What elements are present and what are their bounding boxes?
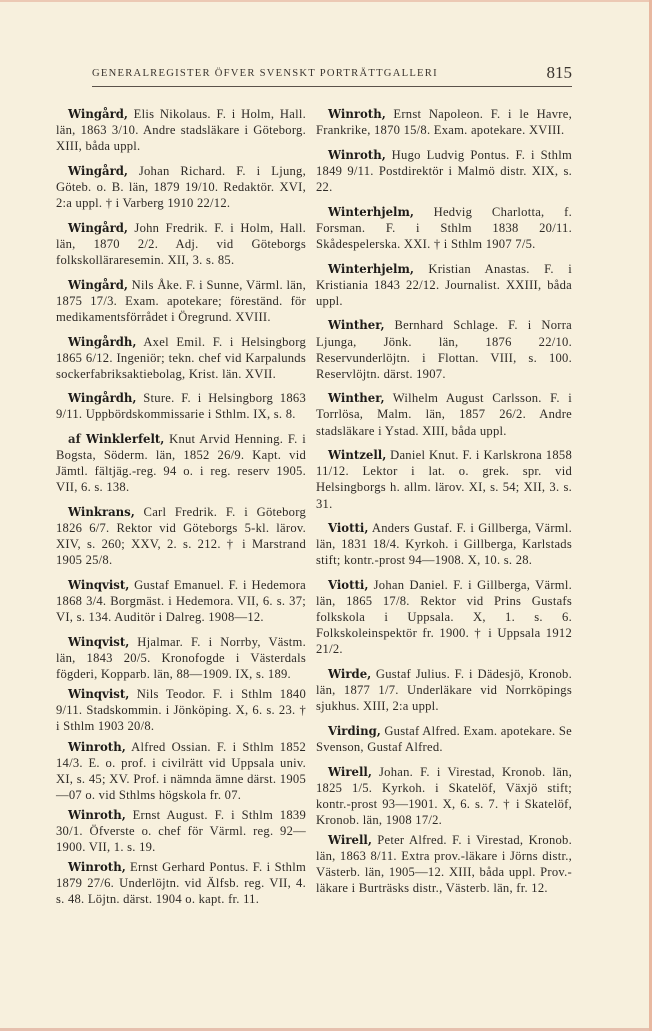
entry-text: Hjalmar. F. i Norrby, Västm. län, 1843 20/5. Kronofogde i Västerdals fögderi, Kopparb. län, 88—1909. IX, s. 189.: [56, 634, 306, 682]
entry-text: John Fredrik. F. i Holm, Hall. län, 1870 2/2. Adj. vid Göteborgs folkskolläraresemin. XII, 3. s. 85.: [56, 220, 306, 267]
entry-text: Johan Richard. F. i Ljung, Göteb. o. B. län, 1879 19/10. Redaktör. XVI, 2:a uppl. † i Varberg 1910 22/12.: [56, 163, 306, 211]
entry-text: Axel Emil. F. i Helsingborg 1865 6/12. Ingeniör; tekn. chef vid Karpalunds sockerfabriksaktiebolag, Krist. län. XVII.: [56, 334, 306, 381]
entry-text: Peter Alfred. F. i Virestad, Kronob. län, 1863 8/11. Extra prov.-läkare i Jörns distr., Västerb. län, 1905—12. XIII, båda uppl. Prov.-läkare i Burträsks distr., Västerb. län, fr. 12.: [316, 833, 572, 896]
entry-text: Hugo Ludvig Pontus. F. i Sthlm 1849 9/11. Postdirektör i Malmö distr. XIX, s. 22.: [316, 147, 572, 194]
register-entry: [56, 739, 306, 803]
register-entry: [56, 634, 306, 682]
entry-surname: Virding,: [328, 724, 381, 739]
register-entry: [316, 520, 572, 568]
entry-text: Wilhelm August Carlsson. F. i Torrlösa, Malm. län, 1857 26/2. Andre stadsläkare i Ystad. XIII, båda uppl.: [316, 391, 572, 438]
entry-surname: Winroth,: [68, 739, 126, 754]
register-entry: [56, 334, 306, 382]
entry-surname: Winterhjelm,: [328, 204, 414, 219]
entry-text: Knut Arvid Henning. F. i Bogsta, Söderm. län, 1852 26/9. Kapt. vid Jämtl. fältjäg.-reg. 94 o. i reg. reserv 1905. VII, 6. s. 138.: [56, 432, 307, 495]
entry-surname: Wirde,: [328, 667, 372, 682]
entry-surname: Viotti,: [328, 521, 369, 536]
entry-surname: Wirell,: [328, 833, 372, 848]
register-entry: [316, 261, 572, 309]
register-entry: [56, 106, 306, 154]
page-number: 815: [546, 63, 572, 82]
register-entry: [56, 390, 306, 422]
register-entry: [56, 577, 306, 625]
register-entry: [56, 431, 306, 495]
left-column: [56, 106, 306, 911]
entry-prefix: af: [68, 432, 86, 447]
entry-surname: Winroth,: [68, 807, 126, 822]
entry-text: Ernst Napoleon. F. i le Havre, Frankrike, 1870 15/8. Exam. apotekare. XVIII.: [316, 107, 572, 138]
register-entry: [56, 859, 306, 907]
register-entry: [316, 390, 572, 438]
entry-text: Ernst August. F. i Sthlm 1839 30/1. Öfverste o. chef för Värml. reg. 92—1900. VII, 1. s. 19.: [56, 807, 306, 855]
entry-text: Kristian Anastas. F. i Kristiania 1843 22/12. Journalist. XXIII, båda uppl.: [316, 261, 572, 308]
entry-surname: Wingårdh,: [68, 391, 137, 406]
register-entry: [316, 204, 572, 252]
entry-surname: Winroth,: [328, 147, 386, 162]
entry-text: Johan. F. i Virestad, Kronob. län, 1825 1/5. Kyrkoh. i Skatelöf, Växjö stift; kontr.-prost 93—1901. X, 6. s. 7. † i Skatelöf, Kronob. län, 1908 17/2.: [316, 764, 572, 828]
entry-surname: Winther,: [328, 391, 385, 406]
entry-surname: Winther,: [328, 318, 385, 333]
running-header: [92, 63, 572, 87]
entry-text: Gustaf Julius. F. i Dädesjö, Kronob. län, 1877 1/7. Underläkare vid Norrköpings sjukhus. XIII, 2:a uppl.: [316, 667, 572, 714]
entry-surname: Winqvist,: [68, 687, 130, 702]
entry-text: Carl Fredrik. F. i Göteborg 1826 6/7. Rektor vid Göteborgs 5-kl. lärov. XIV, s. 260; XXV, 2. s. 212. † i Marstrand 1905 25/8.: [56, 505, 306, 568]
register-entry: [316, 723, 572, 755]
entry-text: Hedvig Charlotta, f. Forsman. F. i Sthlm 1838 20/11. Skådespelerska. XXI. † i Sthlm 1907 7/5.: [316, 204, 572, 251]
entry-text: Nils Åke. F. i Sunne, Värml. län, 1875 17/3. Exam. apotekare; föreständ. för medikamentsförrådet i Öregrund. XVIII.: [56, 277, 306, 324]
entry-text: Elis Nikolaus. F. i Holm, Hall. län, 1863 3/10. Andre stadsläkare i Göteborg. XIII, båda uppl.: [56, 107, 306, 154]
entry-text: Anders Gustaf. F. i Gillberga, Värml. län, 1831 18/4. Kyrkoh. i Gillberga, Karlstads stift; kontr.-prost 94—1908. X, 10. s. 28.: [316, 521, 572, 568]
register-entry: [316, 832, 572, 896]
entry-surname: Wingård,: [68, 163, 129, 178]
entry-surname: Winklerfelt,: [86, 432, 165, 447]
entry-surname: Winterhjelm,: [328, 261, 414, 276]
register-entry: [56, 277, 306, 325]
entry-text: Ernst Gerhard Pontus. F. i Sthlm 1879 27/6. Underlöjtn. vid Älfsb. reg. VII, 4. s. 48. Löjtn. därst. 1904 o. kapt. fr. 11.: [56, 860, 306, 907]
register-entry: [56, 807, 306, 855]
entry-text: Gustaf Emanuel. F. i Hedemora 1868 3/4. Borgmäst. i Hedemora. VII, 6. s. 37; VI, s. 134. Auditör i Dalreg. 1908—12.: [56, 578, 306, 625]
register-entry: [316, 666, 572, 714]
register-entry: [56, 220, 306, 268]
register-entry: [56, 504, 306, 568]
register-entry: [316, 577, 572, 657]
entry-text: Daniel Knut. F. i Karlskrona 1858 11/12. Lektor i lat. o. grek. spr. vid Helsingborgs h. allm. lärov. XI, s. 54; XII, 3. s. 31.: [316, 448, 572, 511]
register-entry: [316, 147, 572, 195]
entry-surname: Winroth,: [328, 107, 386, 121]
entry-text: Johan Daniel. F. i Gillberga, Värml. län, 1865 17/8. Rektor vid Prins Gustafs folkskola i Uppsala. X, 1. s. 6. Folkskoleinspektör fr. 1900. † i Uppsala 1912 21/2.: [316, 578, 572, 657]
entry-text: Bernhard Schlage. F. i Norra Ljunga, Jönk. län, 1876 22/10. Reservunderlöjtn. i Flottan. VIII, s. 100. Reservlöjtn. därst. 1907.: [316, 318, 572, 381]
entry-surname: Wingårdh,: [68, 334, 137, 349]
entry-surname: Winqvist,: [68, 578, 130, 593]
register-entry: [316, 317, 572, 381]
register-entry: [316, 764, 572, 828]
entry-surname: Winkrans,: [68, 505, 135, 520]
entry-surname: Wingård,: [68, 107, 129, 121]
entry-text: Gustaf Alfred. Exam. apotekare. Se Svenson, Gustaf Alfred.: [316, 724, 572, 755]
register-entry: [316, 106, 572, 138]
entry-text: Nils Teodor. F. i Sthlm 1840 9/11. Stadskommin. i Jönköping. X, 6. s. 23. † i Sthlm 1903 20/8.: [56, 687, 306, 734]
entry-surname: Winroth,: [68, 860, 126, 875]
entry-text: Sture. F. i Helsingborg 1863 9/11. Uppbördskommissarie i Sthlm. IX, s. 8.: [56, 391, 306, 422]
right-column: [316, 106, 572, 901]
register-entry: [56, 163, 306, 211]
entry-surname: Wingård,: [68, 277, 129, 292]
header-title: GENERALREGISTER ÖFVER SVENSKT PORTRÄTTGALLERI: [92, 68, 438, 79]
register-entry: [56, 686, 306, 734]
entry-surname: Wirell,: [328, 764, 372, 779]
entry-surname: Winqvist,: [68, 634, 130, 649]
entry-text: Alfred Ossian. F. i Sthlm 1852 14/3. E. o. prof. i civilrätt vid Uppsala univ. XI, s. 45; XV. Prof. i nämnda ämne därst. 1905—07 o. vid Sthlms högskola fr. 07.: [56, 739, 306, 802]
entry-surname: Wintzell,: [328, 448, 387, 463]
register-entry: [316, 447, 572, 511]
entry-surname: Viotti,: [328, 578, 369, 593]
entry-surname: Wingård,: [68, 220, 129, 235]
